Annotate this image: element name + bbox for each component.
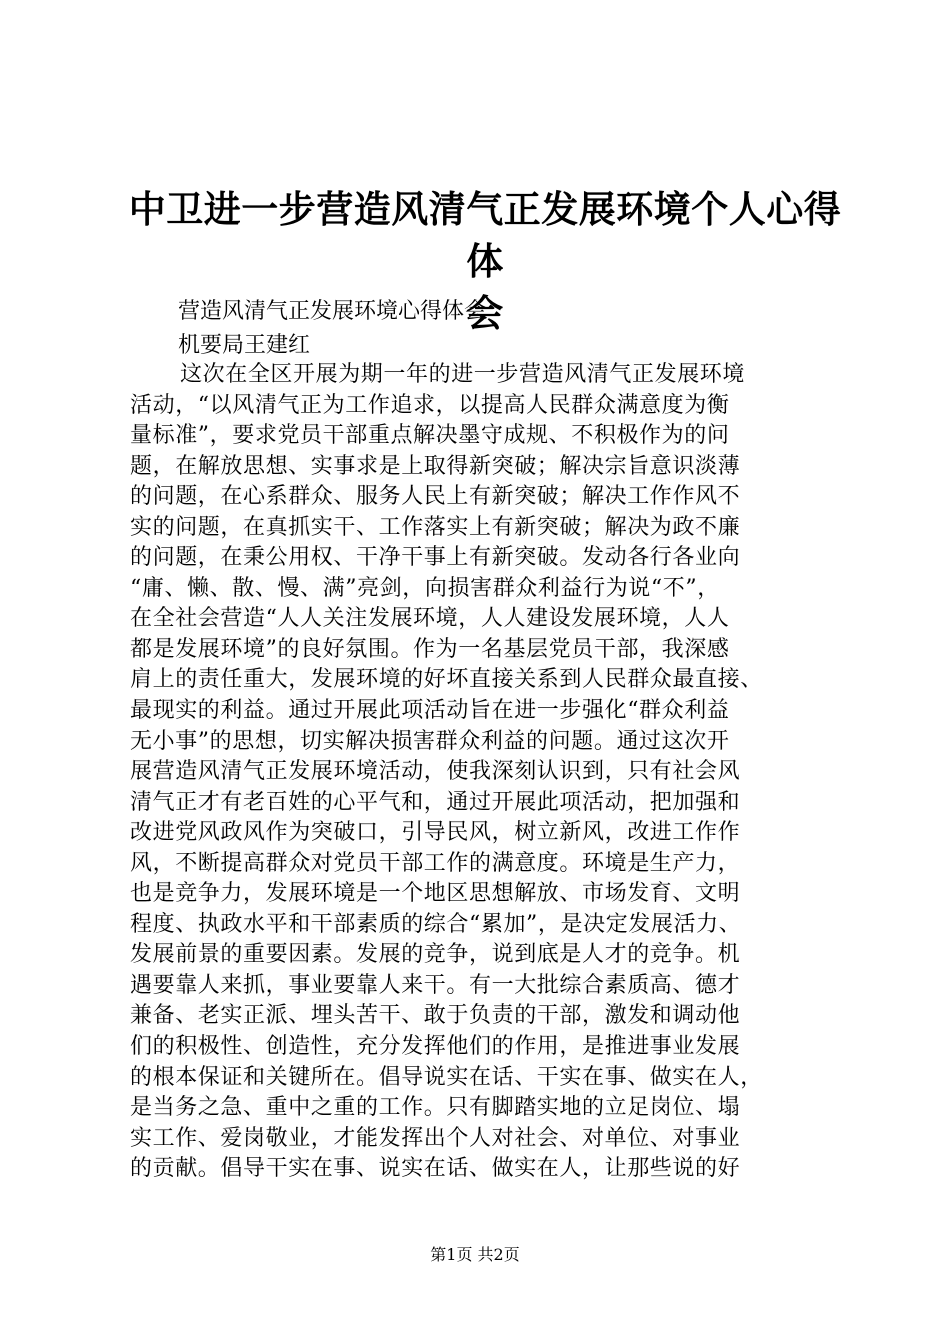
- body-paragraph: [130, 360, 842, 1185]
- body-line: 风，不断提高群众对党员干部工作的满意度。环境是生产力，: [130, 850, 741, 876]
- body-line: 展营造风清气正发展环境活动，使我深刻认识到，只有社会风: [130, 759, 741, 785]
- document-author: 机要局王建红: [178, 333, 311, 358]
- body-line: 们的积极性、创造性，充分发挥他们的作用，是推进事业发展: [130, 1034, 741, 1060]
- body-line: 的贡献。倡导干实在事、说实在话、做实在人，让那些说的好: [130, 1156, 741, 1182]
- body-line: 清气正才有老百姓的心平气和，通过开展此项活动，把加强和: [130, 789, 741, 815]
- body-line: 是当务之急、重中之重的工作。只有脚踏实地的立足岗位、塌: [130, 1095, 741, 1121]
- body-line: 发展前景的重要因素。发展的竞争，说到底是人才的竞争。机: [130, 942, 741, 968]
- body-line: 实工作、爱岗敬业，才能发挥出个人对社会、对单位、对事业: [130, 1125, 741, 1151]
- body-line: 的根本保证和关键所在。倡导说实在话、干实在事、做实在人，: [130, 1064, 763, 1090]
- title-line-2: 会: [466, 291, 504, 335]
- body-line: 都是发展环境”的良好氛围。作为一名基层党员干部，我深感: [130, 636, 730, 662]
- body-line: 肩上的责任重大，发展环境的好坏直接关系到人民群众最直接、: [130, 667, 763, 693]
- body-line: 活动，“以风清气正为工作追求，以提高人民群众满意度为衡: [130, 392, 730, 418]
- body-line: 遇要靠人来抓，事业要靠人来干。有一大批综合素质高、德才: [130, 972, 741, 998]
- body-line: 程度、执政水平和干部素质的综合“累加”，是决定发展活力、: [130, 911, 742, 937]
- body-line: 兼备、老实正派、埋头苦干、敢于负责的干部，激发和调动他: [130, 1003, 741, 1029]
- body-line: 这次在全区开展为期一年的进一步营造风清气正发展环境: [180, 362, 746, 387]
- body-line: 的问题，在秉公用权、干净干事上有新突破。发动各行各业向: [130, 545, 741, 571]
- body-line: 在全社会营造“人人关注发展环境，人人建设发展环境，人人: [130, 606, 730, 632]
- body-line: 无小事”的思想，切实解决损害群众利益的问题。通过这次开: [130, 728, 730, 754]
- document-subtitle: 营造风清气正发展环境心得体会: [178, 299, 487, 324]
- body-line: “庸、懒、散、慢、满”亮剑，向损害群众利益行为说“不”，: [130, 575, 720, 601]
- body-line: 的问题，在心系群众、服务人民上有新突破；解决工作作风不: [130, 484, 741, 510]
- page-footer: 第1页 共2页: [430, 1245, 520, 1264]
- body-line: 改进党风政风作为突破口，引导民风，树立新风，改进工作作: [130, 820, 741, 846]
- body-line: 最现实的利益。通过开展此项活动旨在进一步强化“群众利益: [130, 698, 730, 724]
- title-line-1: 中卫进一步营造风清气正发展环境个人心得体: [128, 187, 842, 283]
- body-line: 也是竞争力，发展环境是一个地区思想解放、市场发育、文明: [130, 881, 741, 907]
- body-line: 实的问题，在真抓实干、工作落实上有新突破；解决为政不廉: [130, 514, 741, 540]
- body-line: 题，在解放思想、实事求是上取得新突破；解决宗旨意识淡薄: [130, 453, 741, 479]
- body-line: 量标准”，要求党员干部重点解决墨守成规、不积极作为的问: [130, 423, 730, 449]
